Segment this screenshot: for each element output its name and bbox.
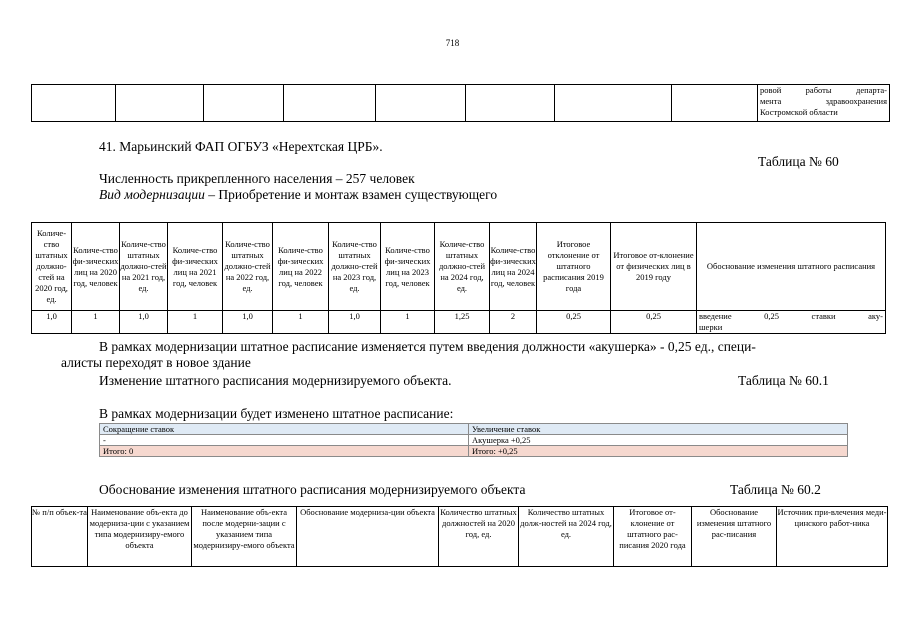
column-header: Обоснование модерниза-ции объекта (297, 507, 439, 567)
population-line: Численность прикрепленного населения – 257 человек (99, 171, 415, 186)
table-cell: 1,0 (32, 311, 72, 334)
table-60-1-label: Таблица № 60.1 (738, 373, 829, 388)
paragraph-line-2: алисты переходят в новое здание (61, 355, 251, 370)
table-row (100, 435, 848, 446)
column-header: Количе-ство штатных должно-стей на 2024 год, ед. (435, 223, 490, 311)
table-cell: 0,25 (611, 311, 697, 334)
table-header-row (32, 223, 886, 311)
cell-line: введение 0,25 ставки аку- (699, 311, 883, 321)
table-60 (31, 222, 886, 334)
column-header: Количество штатных долж-ностей на 2024 год, ед. (519, 507, 614, 567)
column-header: Обоснование изменения штатного расписания (697, 223, 886, 311)
column-header: Количе-ство фи-зических лиц на 2022 год, человек (273, 223, 329, 311)
table-60-2-label: Таблица № 60.2 (730, 482, 821, 497)
column-header: Количе-ство штатных должно-стей на 2020 год, ед. (32, 223, 72, 311)
column-header: Количе-ство фи-зических лиц на 2024 год, человек (490, 223, 537, 311)
column-header: Обоснование изменения штатного рас-писания (692, 507, 777, 567)
staff-change-table (99, 423, 848, 457)
justification-title: Обоснование изменения штатного расписания модернизируемого объекта (99, 482, 526, 497)
cell-line: Костромской области (760, 107, 838, 117)
modernization-type-value: – Приобретение и монтаж взамен существующего (204, 187, 498, 202)
cell-line: шерки (699, 322, 723, 332)
table-cell (116, 85, 204, 122)
table-cell (284, 85, 376, 122)
table-cell (672, 85, 758, 122)
modernization-type-label: Вид модернизации (99, 187, 205, 202)
column-header: Количество штатных должностей на 2020 год, ед. (439, 507, 519, 567)
table-cell: 0,25 (537, 311, 611, 334)
column-header: Итоговое от-клонение от штатного рас-писания 2020 года (614, 507, 692, 567)
header-increase: Увеличение ставок (469, 424, 848, 435)
column-header: № п/п объек-та (32, 507, 88, 567)
page-number: 718 (445, 38, 460, 48)
paragraph-line-1: В рамках модернизации штатное расписание изменяется путем введения должности «акушерка» - 0,25 ед., специ- (99, 339, 756, 354)
column-header: Наименование объ-екта до модерниза-ции с указанием типа модернизиру-емого объекта (88, 507, 192, 567)
column-header: Источник при-влечения меди-цинского работ-ника (777, 507, 888, 567)
table-60-label: Таблица № 60 (758, 154, 839, 169)
table-cell: 1 (381, 311, 435, 334)
table-header-row (32, 507, 888, 567)
table-row (32, 85, 890, 122)
column-header: Количе-ство штатных должно-стей на 2023 год, ед. (329, 223, 381, 311)
table-cell (466, 85, 555, 122)
total-increase: Итого: +0,25 (469, 446, 848, 457)
section-title: 41. Марьинский ФАП ОГБУЗ «Нерехтская ЦРБ». (99, 139, 383, 154)
change-intro: В рамках модернизации будет изменено штатное расписание: (99, 406, 454, 421)
column-header: Итоговое от-клонение от физических лиц в 2019 году (611, 223, 697, 311)
cell-line: ровой работы департа- (760, 85, 887, 95)
table-cell (555, 85, 672, 122)
table-cell (376, 85, 466, 122)
column-header: Количе-ство штатных должно-стей на 2022 год, ед. (223, 223, 273, 311)
modernization-type-line (99, 187, 497, 203)
column-header: Количе-ство штатных должно-стей на 2021 год, ед. (120, 223, 168, 311)
column-header: Наименование объ-екта после модерни-зации с указанием типа модернизиру-емого объекта (192, 507, 297, 567)
table-cell (32, 85, 116, 122)
column-header: Количе-ство фи-зических лиц на 2023 год, человек (381, 223, 435, 311)
table-cell (204, 85, 284, 122)
table-cell: 1,0 (329, 311, 381, 334)
column-header: Итоговое отклонение от штатного расписания 2019 года (537, 223, 611, 311)
column-header: Количе-ство фи-зических лиц на 2020 год, человек (72, 223, 120, 311)
table-cell: 1,25 (435, 311, 490, 334)
total-reduce: Итого: 0 (100, 446, 469, 457)
header-reduce: Сокращение ставок (100, 424, 469, 435)
table-cell: Акушерка +0,25 (469, 435, 848, 446)
table-cell: 1,0 (223, 311, 273, 334)
column-header: Количе-ство фи-зических лиц на 2021 год, человек (168, 223, 223, 311)
total-row (100, 446, 848, 457)
table-cell: 1,0 (120, 311, 168, 334)
table-cell: 1 (273, 311, 329, 334)
table-header-row (100, 424, 848, 435)
continuation-table (31, 84, 890, 122)
table-cell: - (100, 435, 469, 446)
table-cell: 1 (168, 311, 223, 334)
table-cell-reason (697, 311, 886, 334)
table-cell-text (758, 85, 890, 122)
change-title: Изменение штатного расписания модернизируемого объекта. (99, 373, 452, 388)
table-row (32, 311, 886, 334)
cell-line: мента здравоохранения (760, 96, 887, 106)
table-cell: 2 (490, 311, 537, 334)
table-60-2 (31, 506, 888, 567)
table-cell: 1 (72, 311, 120, 334)
